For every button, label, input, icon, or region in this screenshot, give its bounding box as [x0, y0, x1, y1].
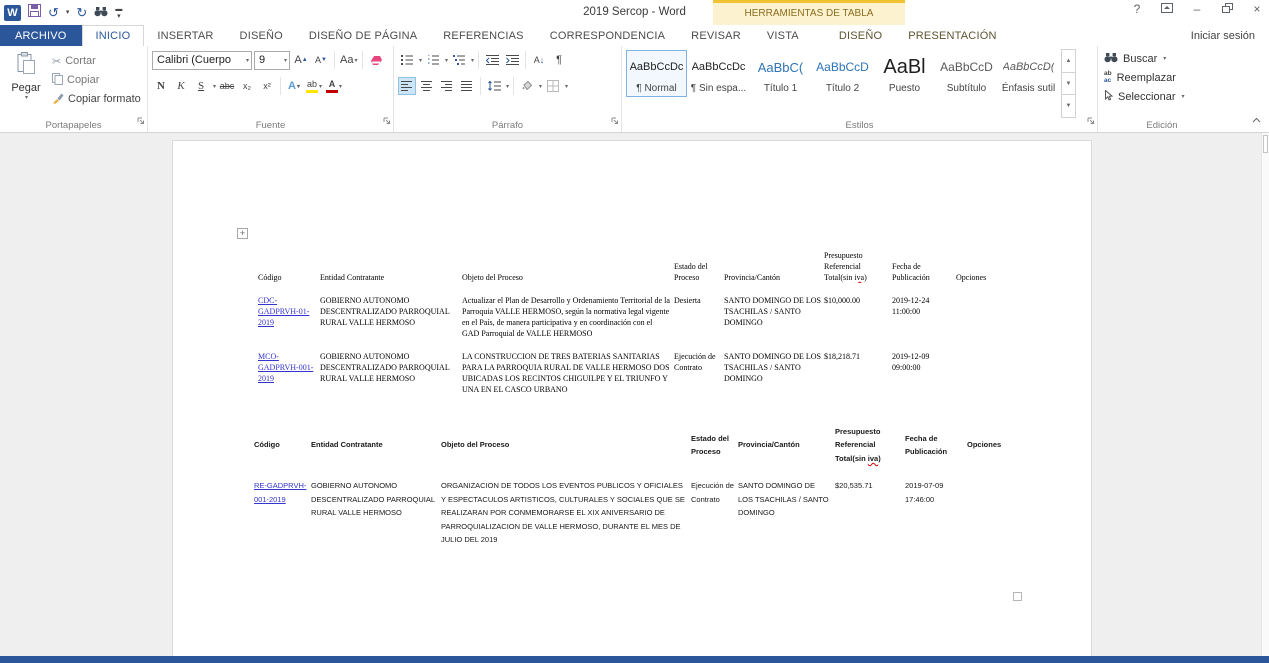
divider	[362, 51, 363, 69]
tab-archivo[interactable]: ARCHIVO	[0, 25, 82, 46]
change-case-button[interactable]	[339, 51, 358, 69]
multilevel-list-icon[interactable]	[450, 51, 468, 69]
bullets-dropdown-icon[interactable]: ▾	[419, 57, 423, 64]
cell-presupuesto: $20,535.71	[835, 481, 873, 490]
clipboard-mini-buttons	[48, 49, 141, 118]
style-preview: AaBbCcD(	[1002, 61, 1055, 73]
group-fuente	[148, 46, 394, 132]
header-presupuesto	[824, 249, 892, 283]
header-estado: Estado del Proceso	[674, 262, 708, 282]
group-label-estilos: Estilos	[845, 120, 874, 131]
clipboard-dialog-launcher-icon[interactable]	[137, 112, 145, 130]
text-effects-label: A	[288, 80, 296, 92]
table-row	[258, 339, 996, 395]
superscript-button[interactable]: x²	[263, 81, 271, 91]
divider	[334, 51, 335, 69]
divider	[480, 77, 481, 95]
header-presupuesto-text: Presupuesto Referencial Total(sin	[824, 251, 863, 282]
header-entidad: Entidad Contratante	[311, 440, 383, 450]
cell-provincia: SANTO DOMINGO DE LOS TSACHILAS / SANTO DOMINGO	[738, 481, 829, 517]
sort-a-label: A	[533, 55, 540, 65]
font-size-select[interactable]	[254, 51, 290, 70]
style-name: Énfasis sutil	[1001, 83, 1056, 94]
paste-label: Pegar	[11, 82, 41, 94]
font-family-select[interactable]	[152, 51, 252, 70]
header-codigo: Código	[254, 440, 280, 450]
header-provincia: Provincia/Cantón	[738, 440, 800, 450]
cell-estado: Ejecución de Contrato	[674, 352, 716, 372]
process-code-link[interactable]: RE-GADPRVH-001-2019	[254, 481, 307, 504]
cell-opciones	[956, 339, 996, 395]
underline-button[interactable]: S	[197, 80, 205, 92]
style-name: ¶ Normal	[636, 83, 677, 94]
change-case-label: Aa	[340, 54, 354, 66]
document-canvas	[0, 133, 1269, 656]
find-button[interactable]	[1102, 49, 1222, 68]
grow-font-button[interactable]: A ▲	[294, 54, 308, 66]
grow-font-label: A	[294, 54, 302, 66]
tab-diseno[interactable]: DISEÑO	[239, 29, 283, 42]
table-header-row	[254, 421, 1005, 469]
group-estilos	[622, 46, 1098, 132]
misspelled-word: iva	[867, 453, 879, 463]
highlight-dropdown-icon: ▾	[319, 83, 323, 90]
strikethrough-button[interactable]: abc	[219, 81, 235, 91]
align-right-button[interactable]	[438, 77, 456, 95]
cut-button[interactable]	[52, 53, 141, 69]
scissors-icon: ✂	[52, 55, 62, 68]
format-painter-button[interactable]	[52, 91, 141, 107]
table-row	[258, 283, 996, 339]
shading-button[interactable]	[518, 77, 536, 95]
tab-referencias[interactable]: REFERENCIAS	[443, 29, 524, 42]
divider	[478, 51, 479, 69]
cell-objeto: ORGANIZACION DE TODOS LOS EVENTOS PUBLICOS Y OFICIALES Y ESPECTACULOS ARTISTICOS, CULTURALES Y SOCIALES QUE SE REALIZARAN POR CONMEMORARSE EL XIX ANIVERSARIO DE PARROQUIALIZACION DE VALLE HERMOSO, DURANTE EL MES DE JULIO DEL 2019	[441, 481, 685, 544]
bold-button[interactable]: N	[157, 80, 165, 92]
restore-icon[interactable]	[1219, 2, 1235, 16]
increase-indent-icon[interactable]	[503, 51, 521, 69]
group-edicion	[1098, 46, 1226, 132]
align-center-button[interactable]	[418, 77, 436, 95]
header-presupuesto-close: )	[878, 453, 881, 463]
replace-button[interactable]	[1102, 68, 1222, 87]
line-spacing-button[interactable]	[485, 77, 503, 95]
cell-opciones	[956, 283, 996, 339]
process-code-link[interactable]: CDC-GADPRVH-01-2019	[258, 296, 310, 327]
cell-entidad: GOBIERNO AUTONOMO DESCENTRALIZADO PARROQUIAL RURAL VALLE HERMOSO	[320, 352, 450, 383]
style-preview: AaBbCcD	[816, 60, 869, 74]
style-sin-espaciado[interactable]	[688, 50, 749, 97]
bullets-icon[interactable]	[398, 51, 416, 69]
italic-button[interactable]: K	[177, 80, 185, 92]
vertical-scrollbar[interactable]	[1261, 133, 1269, 656]
cell-provincia: SANTO DOMINGO DE LOS TSACHILAS / SANTO DOMINGO	[724, 352, 821, 383]
cell-presupuesto: $18,218.71	[824, 352, 860, 361]
replace-label: Reemplazar	[1116, 71, 1176, 84]
font-color-dropdown-icon: ▾	[339, 83, 343, 90]
sort-button[interactable]	[530, 51, 548, 69]
replace-icon: ab ac	[1104, 70, 1112, 84]
show-paragraph-marks-button[interactable]: ¶	[556, 54, 562, 66]
style-preview: AaBbC(	[757, 59, 804, 75]
font-family-value: Calibri (Cuerpo	[157, 54, 231, 66]
table-resize-handle[interactable]	[1013, 592, 1022, 601]
styles-more-icon[interactable]: ▼	[1061, 94, 1076, 118]
table-header-row	[258, 249, 996, 283]
style-name: Subtítulo	[946, 83, 987, 94]
underline-dropdown-icon[interactable]: ▾	[213, 83, 217, 90]
window-controls	[1129, 2, 1265, 16]
process-table-1	[258, 249, 996, 395]
sign-in-link[interactable]: Iniciar sesión	[1190, 29, 1255, 42]
group-label-portapapeles: Portapapeles	[45, 120, 102, 131]
help-icon[interactable]: ?	[1133, 2, 1141, 16]
divider	[280, 77, 281, 95]
cell-fecha: 2019-12-09 09:00:00	[892, 352, 930, 372]
find-binoculars-icon[interactable]	[94, 4, 108, 22]
styles-gallery	[626, 49, 1059, 118]
clipboard-icon	[17, 52, 36, 79]
scrollbar-thumb[interactable]	[1263, 135, 1268, 153]
copy-icon	[52, 73, 63, 88]
divider	[513, 77, 514, 95]
text-effects-button[interactable]	[285, 77, 303, 95]
header-provincia: Provincia/Cantón	[724, 273, 780, 282]
cell-objeto: LA CONSTRUCCION DE TRES BATERIAS SANITARIAS PARA LA PARROQUIA RURAL DE VALLE HERMOSO DOS UBICADAS LOS RECINTOS CHIGUILPE Y EL TRIUNFO Y UNA EN EL CASCO URBANO	[462, 352, 670, 394]
cell-estado: Ejecución de Contrato	[691, 481, 734, 504]
header-objeto: Objeto del Proceso	[462, 273, 523, 282]
group-label-fuente: Fuente	[255, 120, 286, 131]
cell-provincia: SANTO DOMINGO DE LOS TSACHILAS / SANTO DOMINGO	[724, 296, 821, 327]
text-effects-dropdown-icon: ▾	[296, 83, 300, 90]
style-name: Título 1	[763, 83, 798, 94]
undo-icon[interactable]: ↺	[48, 4, 59, 20]
copy-button[interactable]	[52, 72, 141, 88]
header-presupuesto-close: )	[864, 273, 867, 282]
cell-opciones	[967, 469, 1005, 547]
style-subtitulo[interactable]	[936, 50, 997, 97]
numbering-dropdown-icon[interactable]: ▾	[445, 57, 449, 64]
style-preview: AaBl	[883, 55, 926, 78]
header-opciones: Opciones	[967, 440, 1002, 450]
align-left-button[interactable]	[398, 77, 416, 95]
cell-fecha: 2019-07-09 17:46:00	[905, 481, 944, 504]
format-painter-label: Copiar formato	[68, 93, 141, 105]
table-row	[254, 469, 1005, 547]
document-page[interactable]	[172, 140, 1092, 656]
table-move-handle-icon[interactable]: +	[237, 228, 248, 239]
paste-button[interactable]	[4, 49, 48, 118]
change-case-dropdown-icon: ▾	[354, 57, 358, 64]
highlight-button[interactable]	[305, 77, 323, 95]
header-presupuesto	[835, 421, 905, 469]
paragraph-dialog-launcher-icon[interactable]	[611, 112, 619, 130]
group-label-edicion: Edición	[1146, 120, 1178, 131]
font-size-dropdown-icon: ▾	[283, 57, 287, 64]
style-preview: AaBbCcDc	[629, 61, 684, 73]
title-bar	[0, 0, 1269, 25]
cut-label: Cortar	[65, 55, 96, 67]
process-code-link[interactable]: MCO-GADPRVH-001-2019	[258, 352, 314, 383]
cell-objeto: Actualizar el Plan de Desarrollo y Ordenamiento Territorial de la Parroquia VALLE HERMOSO, según la normativa legal vigente en el País, de manera participativa y en coordinación con el GAD Parroquial de VALLE HERMOSO	[462, 296, 670, 338]
group-parrafo	[394, 46, 622, 132]
font-family-dropdown-icon: ▾	[245, 57, 249, 64]
header-estado: Estado del Proceso	[691, 433, 729, 456]
font-dialog-launcher-icon[interactable]	[383, 112, 391, 130]
header-entidad: Entidad Contratante	[320, 273, 385, 282]
style-normal[interactable]	[626, 50, 687, 97]
save-icon[interactable]	[28, 4, 41, 22]
paste-dropdown-icon[interactable]: ▾	[24, 95, 28, 101]
header-objeto: Objeto del Proceso	[441, 440, 510, 450]
word-logo-icon[interactable]: W	[4, 5, 21, 21]
customize-qat-icon[interactable]: ▬ ▾	[115, 5, 123, 20]
header-fecha: Fecha de Publicación	[892, 262, 930, 282]
document-title: 2019 Sercop - Word	[583, 6, 686, 18]
multilevel-dropdown-icon[interactable]: ▾	[471, 57, 475, 64]
undo-dropdown-icon[interactable]: ▾	[65, 9, 70, 16]
copy-label: Copiar	[67, 74, 100, 86]
tab-tabla-diseno[interactable]: DISEÑO	[838, 29, 883, 42]
ribbon-display-options-icon[interactable]	[1159, 2, 1175, 16]
cell-entidad: GOBIERNO AUTONOMO DESCENTRALIZADO PARROQUIAL RURAL VALLE HERMOSO	[311, 481, 435, 517]
borders-dropdown-icon[interactable]: ▾	[565, 83, 569, 90]
status-bar	[0, 656, 1269, 663]
tab-revisar[interactable]: REVISAR	[691, 29, 741, 42]
cursor-arrow-icon	[1104, 90, 1113, 104]
misspelled-word: iva	[854, 273, 865, 282]
binoculars-icon	[1104, 52, 1118, 66]
style-titulo-2[interactable]	[812, 50, 873, 97]
style-enfasis-sutil[interactable]	[998, 50, 1059, 97]
minimize-icon[interactable]: –	[1193, 2, 1201, 16]
quick-access-toolbar	[4, 0, 122, 25]
find-label: Buscar	[1123, 52, 1158, 65]
ribbon-filler	[1226, 46, 1269, 132]
header-fecha: Fecha de Publicación	[905, 433, 948, 456]
cell-fecha: 2019-12-24 11:00:00	[892, 296, 930, 316]
styles-scroll-up-icon[interactable]: ▲	[1061, 49, 1076, 73]
cell-presupuesto: $10,000.00	[824, 296, 860, 305]
style-puesto[interactable]	[874, 50, 935, 97]
highlight-label: ab	[307, 78, 318, 89]
styles-scroll-down-icon[interactable]: ▼	[1061, 72, 1076, 96]
decrease-indent-icon[interactable]	[483, 51, 501, 69]
header-presupuesto-text: Presupuesto Referencial Total(sin	[835, 426, 881, 463]
styles-gallery-scroll	[1061, 49, 1076, 118]
ribbon-tab-row	[0, 25, 1269, 46]
redo-icon[interactable]: ↻	[76, 4, 88, 20]
header-opciones: Opciones	[956, 273, 987, 282]
sort-arrow-icon: ↓	[539, 55, 545, 65]
select-button[interactable]	[1102, 87, 1222, 106]
style-preview: AaBbCcD	[940, 60, 993, 74]
line-spacing-dropdown-icon[interactable]: ▾	[506, 83, 510, 90]
style-name: Título 2	[825, 83, 860, 94]
font-color-label: A	[328, 78, 336, 89]
highlight-color-bar	[306, 90, 318, 93]
style-name: Puesto	[888, 83, 921, 94]
tab-tabla-presentacion[interactable]: PRESENTACIÓN	[908, 29, 997, 42]
font-color-button[interactable]	[325, 77, 343, 95]
find-dropdown-icon: ▾	[1163, 56, 1167, 62]
style-titulo-1[interactable]	[750, 50, 811, 97]
borders-button[interactable]	[544, 77, 562, 95]
clear-formatting-button[interactable]	[367, 51, 385, 69]
subscript-button[interactable]: x₂	[243, 81, 252, 91]
select-label: Seleccionar	[1118, 90, 1176, 103]
numbering-icon[interactable]	[424, 51, 442, 69]
tab-vista[interactable]: VISTA	[766, 29, 799, 42]
format-painter-brush-icon	[52, 92, 64, 107]
cell-estado: Desierta	[674, 296, 701, 305]
group-label-parrafo: Párrafo	[491, 120, 524, 131]
styles-dialog-launcher-icon[interactable]	[1087, 112, 1095, 130]
ribbon	[0, 46, 1269, 133]
tab-diseno-de-pagina[interactable]: DISEÑO DE PÁGINA	[308, 29, 418, 42]
font-size-value: 9	[259, 54, 266, 66]
justify-button[interactable]	[458, 77, 476, 95]
contextual-tab-spacer	[812, 25, 826, 46]
tab-inicio[interactable]: INICIO	[82, 25, 145, 46]
header-codigo: Código	[258, 273, 282, 282]
style-preview: AaBbCcDc	[691, 61, 746, 73]
style-name: ¶ Sin espa...	[690, 83, 747, 94]
shrink-font-label: A	[315, 55, 322, 65]
close-icon[interactable]: ×	[1253, 2, 1261, 16]
tab-correspondencia[interactable]: CORRESPONDENCIA	[549, 29, 666, 42]
shrink-font-button[interactable]: A ▼	[315, 55, 327, 65]
font-color-bar	[326, 90, 338, 93]
tab-insertar[interactable]: INSERTAR	[157, 29, 214, 42]
process-table-2	[254, 421, 1005, 547]
select-dropdown-icon: ▾	[1181, 94, 1185, 100]
shading-dropdown-icon[interactable]: ▾	[539, 83, 543, 90]
table-tools-context-label: HERRAMIENTAS DE TABLA	[713, 0, 905, 25]
collapse-ribbon-icon[interactable]	[1252, 110, 1261, 128]
group-portapapeles	[0, 46, 148, 132]
cell-entidad: GOBIERNO AUTONOMO DESCENTRALIZADO PARROQUIAL RURAL VALLE HERMOSO	[320, 296, 450, 327]
divider	[525, 51, 526, 69]
